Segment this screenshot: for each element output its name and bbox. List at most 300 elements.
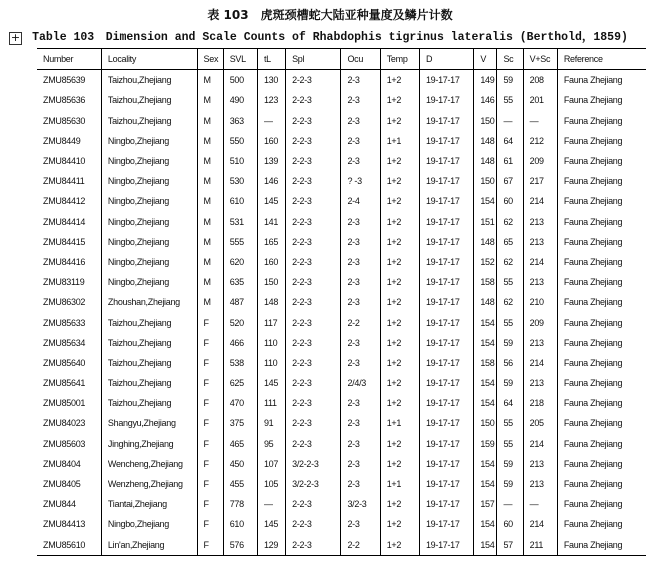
table-cell: 148 <box>474 232 497 252</box>
table-cell: 91 <box>257 413 285 433</box>
table-cell: 59 <box>497 333 523 353</box>
table-cell: 214 <box>523 191 557 211</box>
table-cell: 2-2-3 <box>286 70 341 91</box>
table-cell: 209 <box>523 151 557 171</box>
table-cell: 218 <box>523 393 557 413</box>
table-cell: ZMU84414 <box>43 216 86 227</box>
table-cell: 213 <box>523 272 557 292</box>
table-cell: Fauna Zhejiang <box>557 191 646 211</box>
table-cell: 214 <box>523 434 557 454</box>
table-cell: 19-17-17 <box>419 373 473 393</box>
table-cell: 1+1 <box>380 474 419 494</box>
table-cell: 2-3 <box>341 474 380 494</box>
column-header: V+Sc <box>523 49 557 70</box>
table-cell: ZMU84412 <box>43 196 86 207</box>
table-cell: 123 <box>257 90 285 110</box>
table-cell: 158 <box>474 353 497 373</box>
table-cell: 55 <box>497 90 523 110</box>
table-cell: ZMU85610 <box>37 535 101 556</box>
table-cell: 19-17-17 <box>419 90 473 110</box>
table-title-chinese: 表 103 虎斑颈槽蛇大陆亚种量度及鳞片计数 <box>207 8 453 22</box>
table-cell: Ningbo,Zhejiang <box>101 212 197 232</box>
table-cell: 217 <box>523 171 557 191</box>
table-cell: 145 <box>257 191 285 211</box>
table-cell: Taizhou,Zhejiang <box>101 111 197 131</box>
table-move-handle-icon[interactable]: + <box>10 31 21 44</box>
table-cell: 1+2 <box>380 151 419 171</box>
table-cell: Fauna Zhejiang <box>557 272 646 292</box>
table-cell: 64 <box>497 393 523 413</box>
table-cell: M <box>197 272 223 292</box>
table-cell: 2-4 <box>341 191 380 211</box>
table-cell: 1+2 <box>380 191 419 211</box>
table-cell: Fauna Zhejiang <box>557 90 646 110</box>
table-row <box>37 171 646 191</box>
table-cell: 64 <box>497 131 523 151</box>
table-cell: 2-3 <box>341 393 380 413</box>
table-cell: 19-17-17 <box>419 333 473 353</box>
table-row <box>37 494 646 514</box>
table-row <box>37 434 646 454</box>
table-cell: 455 <box>223 474 257 494</box>
table-cell: M <box>197 111 223 131</box>
data-table <box>37 48 646 556</box>
table-cell: 2-3 <box>341 111 380 131</box>
table-cell: 778 <box>223 494 257 514</box>
table-cell: — <box>523 494 557 514</box>
table-cell: F <box>197 373 223 393</box>
table-cell: 214 <box>523 252 557 272</box>
table-cell: F <box>197 333 223 353</box>
table-cell: 2-2-3 <box>286 514 341 534</box>
table-cell: 19-17-17 <box>419 171 473 191</box>
table-cell: 531 <box>223 212 257 232</box>
table-cell: M <box>197 131 223 151</box>
table-cell: Fauna Zhejiang <box>557 353 646 373</box>
table-cell: 154 <box>474 312 497 332</box>
table-cell: 1+2 <box>380 535 419 556</box>
table-cell: ZMU85640 <box>43 357 86 368</box>
table-cell: Fauna Zhejiang <box>557 514 646 534</box>
table-cell: 3/2-2-3 <box>286 474 341 494</box>
table-cell: 1+2 <box>380 272 419 292</box>
table-row <box>37 454 646 474</box>
table-cell: 130 <box>257 70 285 91</box>
table-cell: 1+2 <box>380 171 419 191</box>
table-cell: 59 <box>497 70 523 91</box>
table-cell: 19-17-17 <box>419 252 473 272</box>
table-cell: 145 <box>257 514 285 534</box>
table-cell: F <box>197 514 223 534</box>
table-cell: M <box>197 191 223 211</box>
table-cell: F <box>197 413 223 433</box>
table-cell: 2-2-3 <box>286 212 341 232</box>
table-cell: 19-17-17 <box>419 413 473 433</box>
table-cell: ZMU84410 <box>43 156 86 167</box>
table-cell: 1+2 <box>380 333 419 353</box>
table-cell: 2-2-3 <box>286 171 341 191</box>
table-cell: 2-2-3 <box>286 393 341 413</box>
table-cell: F <box>197 353 223 373</box>
table-cell: M <box>197 252 223 272</box>
table-cell: 2-2 <box>341 535 380 556</box>
table-cell: 149 <box>474 70 497 91</box>
table-cell: Taizhou,Zhejiang <box>101 393 197 413</box>
table-cell: 1+2 <box>380 232 419 252</box>
table-row <box>37 151 646 171</box>
table-cell: F <box>197 312 223 332</box>
table-cell: M <box>197 90 223 110</box>
table-cell: 110 <box>257 333 285 353</box>
table-cell: M <box>197 151 223 171</box>
table-row <box>37 90 646 110</box>
table-cell: 67 <box>497 171 523 191</box>
table-cell: Fauna Zhejiang <box>557 474 646 494</box>
table-row <box>37 292 646 312</box>
table-row <box>37 312 646 332</box>
column-header: Ocu <box>341 49 380 70</box>
table-cell: 154 <box>474 373 497 393</box>
column-header: Temp <box>380 49 419 70</box>
table-cell: 154 <box>474 191 497 211</box>
table-cell: 154 <box>474 393 497 413</box>
table-cell: 213 <box>523 232 557 252</box>
table-cell: Fauna Zhejiang <box>557 232 646 252</box>
table-cell: 2-2-3 <box>286 191 341 211</box>
table-cell: 213 <box>523 454 557 474</box>
table-cell: 2-3 <box>341 232 380 252</box>
table-row <box>37 393 646 413</box>
table-row <box>37 111 646 131</box>
table-row <box>37 131 646 151</box>
table-cell: ZMU84411 <box>43 176 85 187</box>
table-cell: Fauna Zhejiang <box>557 494 646 514</box>
table-cell: 2-3 <box>341 70 380 91</box>
table-cell: — <box>257 494 285 514</box>
table-cell: Ningbo,Zhejiang <box>101 272 197 292</box>
table-cell: Taizhou,Zhejiang <box>101 312 197 332</box>
table-cell: 60 <box>497 191 523 211</box>
table-cell: 150 <box>474 111 497 131</box>
table-row <box>37 353 646 373</box>
table-cell: 213 <box>523 373 557 393</box>
table-cell: 1+2 <box>380 494 419 514</box>
table-cell: Fauna Zhejiang <box>557 292 646 312</box>
table-cell: 19-17-17 <box>419 272 473 292</box>
table-cell: 214 <box>523 514 557 534</box>
table-cell: ZMU8449 <box>43 135 81 146</box>
table-cell: 1+2 <box>380 434 419 454</box>
table-cell: 2-3 <box>341 333 380 353</box>
column-header: Sc <box>497 49 523 70</box>
table-cell: Taizhou,Zhejiang <box>101 353 197 373</box>
table-cell: 2-3 <box>341 212 380 232</box>
table-cell: 213 <box>523 212 557 232</box>
table-cell: 19-17-17 <box>419 232 473 252</box>
table-cell: ZMU85603 <box>43 438 86 449</box>
table-cell: 59 <box>497 474 523 494</box>
table-cell: Taizhou,Zhejiang <box>101 70 197 91</box>
table-cell: Ningbo,Zhejiang <box>101 171 197 191</box>
table-row <box>37 373 646 393</box>
table-cell: ZMU85636 <box>43 95 86 106</box>
table-row <box>37 191 646 211</box>
table-cell: 157 <box>474 494 497 514</box>
table-cell: 2-2-3 <box>286 111 341 131</box>
table-cell: Fauna Zhejiang <box>557 252 646 272</box>
table-cell: ZMU844 <box>43 499 76 510</box>
table-cell: ? -3 <box>341 171 380 191</box>
table-cell: 2-2-3 <box>286 151 341 171</box>
table-cell: 62 <box>497 252 523 272</box>
table-cell: 105 <box>257 474 285 494</box>
table-cell: 3/2-3 <box>341 494 380 514</box>
table-cell: 62 <box>497 212 523 232</box>
table-cell: 625 <box>223 373 257 393</box>
table-cell: 2-3 <box>341 131 380 151</box>
table-cell: 2-3 <box>341 90 380 110</box>
table-cell: 530 <box>223 171 257 191</box>
table-cell: Lin'an,Zhejiang <box>101 535 197 556</box>
table-cell: 1+2 <box>380 312 419 332</box>
table-cell: 1+2 <box>380 393 419 413</box>
table-cell: 211 <box>523 535 557 556</box>
table-cell: M <box>197 292 223 312</box>
table-cell: 2-2-3 <box>286 434 341 454</box>
table-cell: Wencheng,Zhejiang <box>101 454 197 474</box>
table-cell: F <box>197 535 223 556</box>
table-cell: 2-3 <box>341 454 380 474</box>
table-cell: 19-17-17 <box>419 312 473 332</box>
column-header: Reference <box>557 49 646 70</box>
table-cell: 2-2-3 <box>286 333 341 353</box>
table-cell: 159 <box>474 434 497 454</box>
table-cell: 146 <box>474 90 497 110</box>
column-header: Number <box>37 49 101 70</box>
table-cell: M <box>197 70 223 91</box>
table-cell: 1+2 <box>380 212 419 232</box>
table-cell: 55 <box>497 312 523 332</box>
table-row <box>37 535 646 556</box>
table-cell: 466 <box>223 333 257 353</box>
table-cell: 2-2-3 <box>286 252 341 272</box>
table-body <box>37 70 646 556</box>
table-cell: 139 <box>257 151 285 171</box>
table-cell: 1+2 <box>380 90 419 110</box>
table-cell: 55 <box>497 434 523 454</box>
table-cell: 213 <box>523 474 557 494</box>
table-cell: 150 <box>474 171 497 191</box>
table-cell: ZMU84415 <box>43 236 86 247</box>
table-row <box>37 252 646 272</box>
table-cell: 2-3 <box>341 353 380 373</box>
table-cell: 19-17-17 <box>419 535 473 556</box>
table-cell: 65 <box>497 232 523 252</box>
table-cell: 2-3 <box>341 292 380 312</box>
table-cell: 110 <box>257 353 285 373</box>
table-cell: 19-17-17 <box>419 70 473 91</box>
table-row <box>37 70 646 91</box>
table-cell: 2-2-3 <box>286 312 341 332</box>
table-cell: Fauna Zhejiang <box>557 111 646 131</box>
table-cell: Fauna Zhejiang <box>557 434 646 454</box>
table-cell: Wenzheng,Zhejiang <box>101 474 197 494</box>
table-cell: 2-2 <box>341 312 380 332</box>
table-cell: 95 <box>257 434 285 454</box>
table-cell: 375 <box>223 413 257 433</box>
table-cell: Taizhou,Zhejiang <box>101 333 197 353</box>
table-cell: 465 <box>223 434 257 454</box>
table-cell: 635 <box>223 272 257 292</box>
table-cell: Taizhou,Zhejiang <box>101 90 197 110</box>
table-cell: 2-2-3 <box>286 494 341 514</box>
table-cell: 60 <box>497 514 523 534</box>
table-cell: 620 <box>223 252 257 272</box>
table-cell: Ningbo,Zhejiang <box>101 232 197 252</box>
table-cell: 2/4/3 <box>341 373 380 393</box>
table-cell: 19-17-17 <box>419 393 473 413</box>
table-cell: F <box>197 393 223 413</box>
table-cell: 214 <box>523 353 557 373</box>
table-cell: 450 <box>223 454 257 474</box>
table-cell: Fauna Zhejiang <box>557 535 646 556</box>
table-cell: 1+1 <box>380 131 419 151</box>
table-cell: 1+1 <box>380 413 419 433</box>
table-cell: 152 <box>474 252 497 272</box>
column-header: SVL <box>223 49 257 70</box>
column-header: Spl <box>286 49 341 70</box>
table-cell: — <box>497 111 523 131</box>
table-cell: ZMU85641 <box>43 378 86 389</box>
table-cell: Fauna Zhejiang <box>557 393 646 413</box>
table-cell: 610 <box>223 514 257 534</box>
table-cell: 158 <box>474 272 497 292</box>
table-row <box>37 474 646 494</box>
table-cell: 154 <box>474 333 497 353</box>
table-cell: Ningbo,Zhejiang <box>101 131 197 151</box>
table-cell: 2-2-3 <box>286 292 341 312</box>
table-cell: 59 <box>497 373 523 393</box>
table-cell: ZMU83119 <box>43 277 85 288</box>
table-cell: 55 <box>497 413 523 433</box>
table-cell: 2-3 <box>341 514 380 534</box>
column-header: V <box>474 49 497 70</box>
table-cell: — <box>523 111 557 131</box>
table-title-english: Table 103 Dimension and Scale Counts of Rhabdophis tigrinus lateralis (Berthold，1859) <box>32 31 628 44</box>
table-cell: Ningbo,Zhejiang <box>101 191 197 211</box>
table-cell: 19-17-17 <box>419 292 473 312</box>
table-cell: 2-2-3 <box>286 232 341 252</box>
table-row <box>37 272 646 292</box>
table-cell: 19-17-17 <box>419 454 473 474</box>
table-cell: 111 <box>257 393 285 413</box>
table-cell: 129 <box>257 535 285 556</box>
table-cell: 117 <box>257 312 285 332</box>
table-cell: 1+2 <box>380 514 419 534</box>
table-cell: — <box>257 111 285 131</box>
table-cell: 151 <box>474 212 497 232</box>
table-cell: 148 <box>474 151 497 171</box>
table-cell: 61 <box>497 151 523 171</box>
table-cell: 610 <box>223 191 257 211</box>
column-header: Locality <box>101 49 197 70</box>
table-cell: Fauna Zhejiang <box>557 70 646 91</box>
table-cell: 2-2-3 <box>286 90 341 110</box>
table-cell: 2-2-3 <box>286 131 341 151</box>
table-cell: 59 <box>497 454 523 474</box>
table-cell: 1+2 <box>380 292 419 312</box>
table-cell: 160 <box>257 131 285 151</box>
table-cell: Fauna Zhejiang <box>557 373 646 393</box>
table-cell: ZMU86302 <box>43 297 86 308</box>
table-cell: Shangyu,Zhejiang <box>101 413 197 433</box>
table-cell: 2-3 <box>341 434 380 454</box>
table-cell: 363 <box>223 111 257 131</box>
table-cell: 141 <box>257 212 285 232</box>
table-header-row <box>37 49 646 70</box>
table-cell: 145 <box>257 373 285 393</box>
table-cell: Jinghing,Zhejiang <box>101 434 197 454</box>
table-cell: F <box>197 454 223 474</box>
table-cell: 19-17-17 <box>419 111 473 131</box>
table-cell: 1+2 <box>380 111 419 131</box>
table-cell: — <box>497 494 523 514</box>
table-cell: 57 <box>497 535 523 556</box>
table-cell: 1+2 <box>380 70 419 91</box>
table-cell: 490 <box>223 90 257 110</box>
table-cell: 154 <box>474 535 497 556</box>
table-cell: 2-3 <box>341 413 380 433</box>
table-cell: 2-2-3 <box>286 272 341 292</box>
table-cell: ZMU85639 <box>43 75 86 86</box>
table-cell: 1+2 <box>380 353 419 373</box>
table-row <box>37 212 646 232</box>
table-cell: 154 <box>474 514 497 534</box>
table-cell: Fauna Zhejiang <box>557 131 646 151</box>
table-cell: Fauna Zhejiang <box>557 413 646 433</box>
table-cell: 555 <box>223 232 257 252</box>
table-cell: 210 <box>523 292 557 312</box>
table-cell: Fauna Zhejiang <box>557 454 646 474</box>
table-cell: Fauna Zhejiang <box>557 151 646 171</box>
table-cell: 19-17-17 <box>419 353 473 373</box>
table-cell: 148 <box>474 131 497 151</box>
table-cell: ZMU85633 <box>43 317 86 328</box>
table-cell: 107 <box>257 454 285 474</box>
table-cell: F <box>197 474 223 494</box>
table-cell: 148 <box>474 292 497 312</box>
table-cell: 1+2 <box>380 373 419 393</box>
table-cell: 212 <box>523 131 557 151</box>
table-cell: Ningbo,Zhejiang <box>101 252 197 272</box>
table-cell: Fauna Zhejiang <box>557 312 646 332</box>
table-cell: 2-3 <box>341 272 380 292</box>
table-row <box>37 514 646 534</box>
table-cell: 19-17-17 <box>419 151 473 171</box>
table-cell: 19-17-17 <box>419 131 473 151</box>
column-header: Sex <box>197 49 223 70</box>
table-cell: Taizhou,Zhejiang <box>101 373 197 393</box>
table-cell: 150 <box>474 413 497 433</box>
table-cell: 3/2-2-3 <box>286 454 341 474</box>
table-cell: Zhoushan,Zhejiang <box>101 292 197 312</box>
table-cell: 487 <box>223 292 257 312</box>
table-cell: 520 <box>223 312 257 332</box>
table-cell: 209 <box>523 312 557 332</box>
table-cell: 2-3 <box>341 252 380 272</box>
table-cell: 1+2 <box>380 252 419 272</box>
table-cell: 19-17-17 <box>419 494 473 514</box>
